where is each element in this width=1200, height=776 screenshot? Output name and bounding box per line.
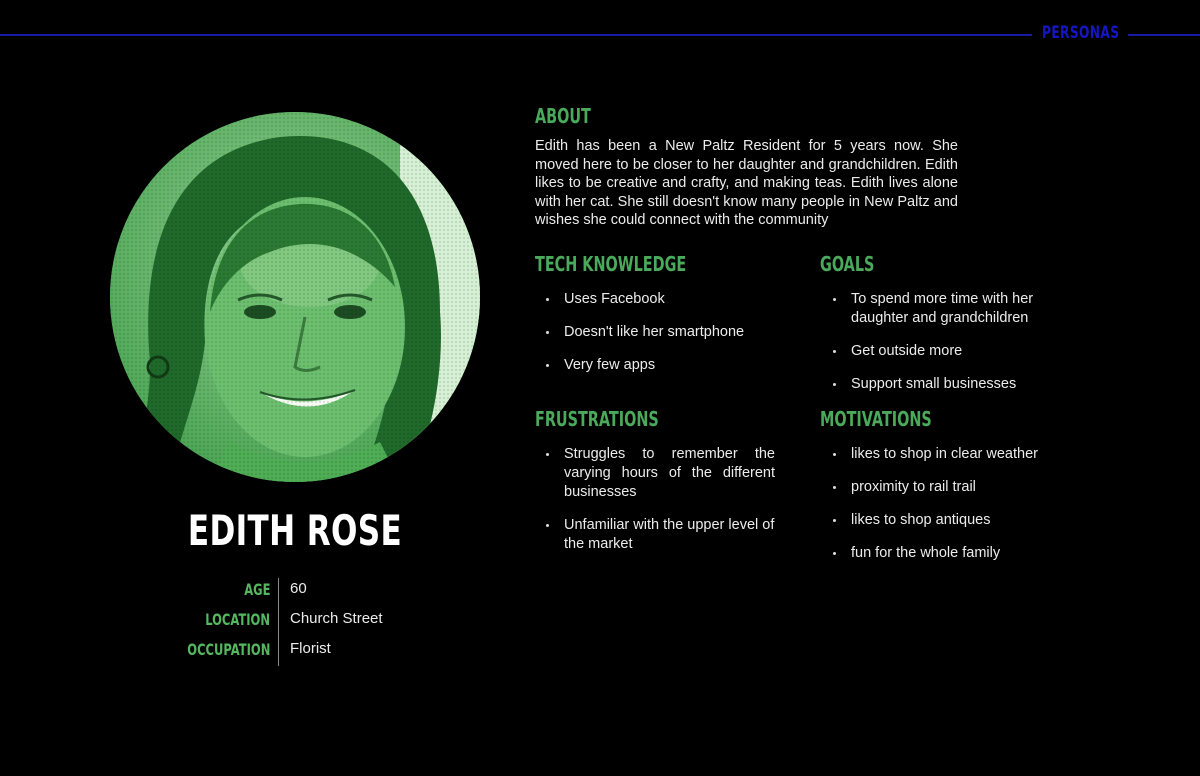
list-item-text: likes to shop antiques — [851, 512, 991, 528]
list-item — [535, 356, 785, 375]
bullet-icon — [546, 298, 549, 301]
detail-row-occupation — [140, 636, 460, 660]
list-item — [535, 516, 775, 554]
bullet-icon — [833, 486, 836, 489]
detail-value: Florist — [290, 640, 331, 657]
list-item — [535, 445, 775, 502]
detail-label: OCCUPATION — [186, 640, 270, 659]
bullet-icon — [833, 552, 836, 555]
bullet-icon — [833, 350, 836, 353]
detail-row-age — [140, 576, 460, 600]
about-text: Edith has been a New Paltz Resident for 5 years now. She moved here to be closer to her daughter and grandchildren. Edith likes to be creative and crafty, and making teas. Edith lives alone with her cat. She still doesn't know many people in New Paltz and wishes she could connect with the community — [535, 138, 958, 229]
list-item-text: likes to shop in clear weather — [851, 446, 1038, 462]
tech-knowledge-heading: TECH KNOWLEDGE — [535, 252, 687, 276]
list-item-text: Unfamiliar with the upper level of the market — [564, 517, 775, 552]
detail-value: 60 — [290, 580, 307, 597]
header-rule-right — [1128, 34, 1200, 36]
list-item-text: Doesn't like her smartphone — [564, 324, 745, 340]
list-item-text: Struggles to remember the varying hours of the different businesses — [564, 446, 775, 500]
motivations-list — [822, 445, 1072, 577]
motivations-heading: MOTIVATIONS — [820, 407, 932, 431]
bullet-icon — [546, 331, 549, 334]
detail-label: AGE — [243, 580, 270, 599]
list-item — [535, 323, 785, 342]
list-item-text: Get outside more — [851, 343, 963, 359]
list-item — [822, 511, 1072, 530]
list-item — [822, 445, 1072, 464]
list-item-text: Uses Facebook — [564, 291, 665, 307]
list-item — [822, 544, 1072, 563]
list-item — [822, 342, 1062, 361]
frustrations-list — [535, 445, 775, 568]
list-item — [822, 478, 1072, 497]
bullet-icon — [833, 383, 836, 386]
detail-value: Church Street — [290, 610, 383, 627]
list-item-text: fun for the whole family — [851, 545, 1001, 561]
list-item-text: proximity to rail trail — [851, 479, 976, 495]
bullet-icon — [546, 453, 549, 456]
goals-list — [822, 290, 1062, 408]
bullet-icon — [833, 453, 836, 456]
detail-row-location — [140, 606, 460, 630]
bullet-icon — [546, 364, 549, 367]
persona-name: EDITH ROSE — [187, 506, 403, 555]
bullet-icon — [546, 524, 549, 527]
list-item — [535, 290, 785, 309]
detail-label: LOCATION — [205, 610, 270, 629]
list-item-text: To spend more time with her daughter and grandchildren — [851, 291, 1034, 326]
about-heading: ABOUT — [535, 104, 591, 128]
header-rule-left — [0, 34, 1032, 36]
portrait-photo — [110, 112, 480, 482]
goals-heading: GOALS — [820, 252, 875, 276]
persona-portrait — [110, 112, 480, 482]
list-item — [822, 375, 1062, 394]
list-item-text: Very few apps — [564, 357, 656, 373]
bullet-icon — [833, 519, 836, 522]
section-tag: PERSONAS — [1042, 23, 1120, 43]
tech-knowledge-list — [535, 290, 785, 389]
list-item-text: Support small businesses — [851, 376, 1017, 392]
frustrations-heading: FRUSTRATIONS — [535, 407, 659, 431]
bullet-icon — [833, 298, 836, 301]
list-item — [822, 290, 1062, 328]
